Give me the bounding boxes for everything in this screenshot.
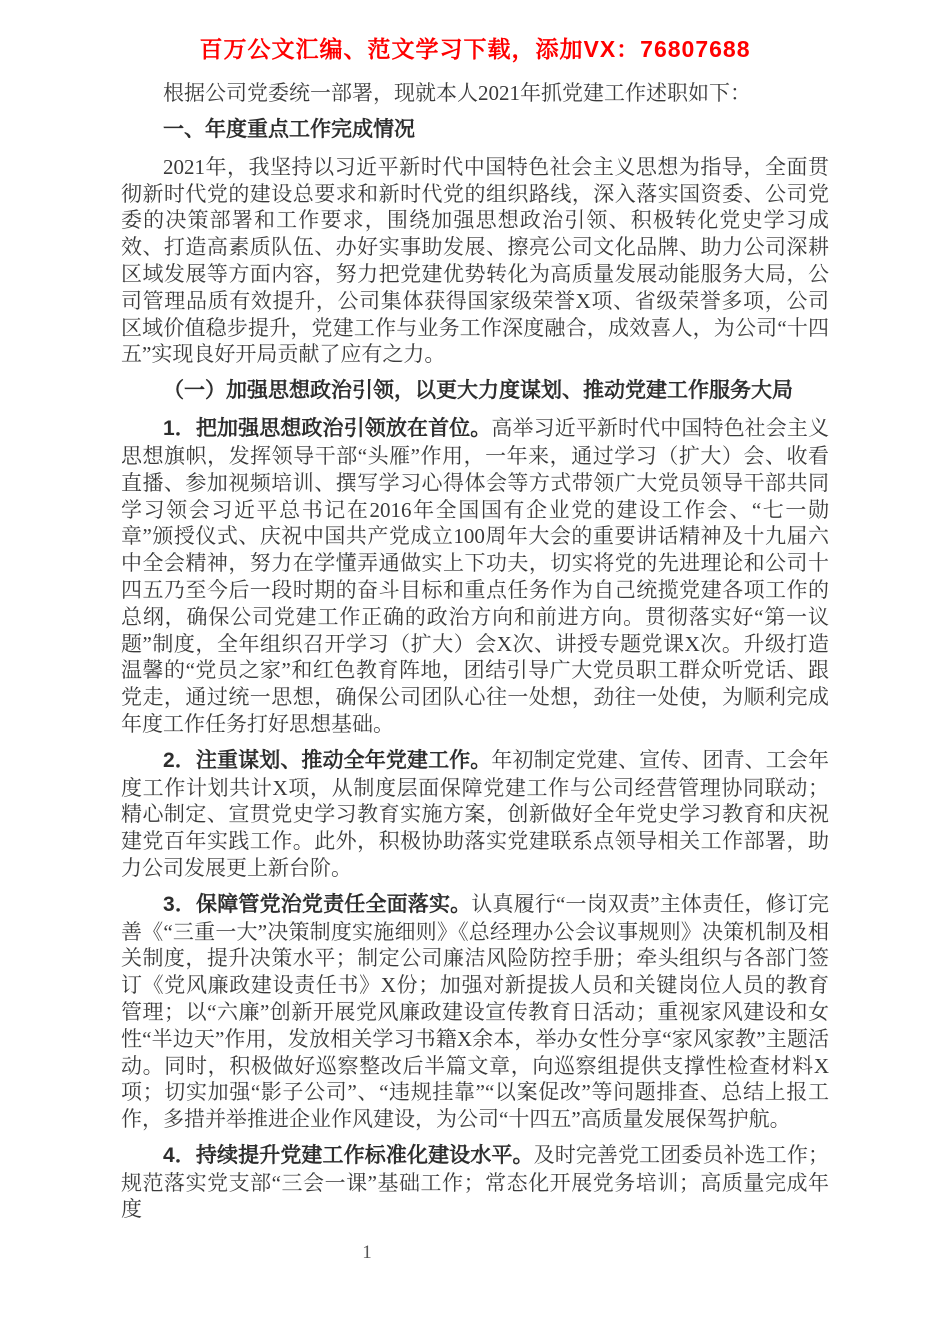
paragraph-1-lead: 1．把加强思想政治引领放在首位。 — [163, 417, 492, 441]
paragraph-4-lead: 4．持续提升党建工作标准化建设水平。 — [163, 1143, 534, 1167]
page-number: 1 — [362, 1242, 372, 1263]
paragraph-2-lead: 2．注重谋划、推动全年党建工作。 — [163, 748, 492, 772]
numbered-paragraph-2 — [121, 747, 829, 882]
numbered-paragraph-3 — [121, 891, 829, 1133]
paragraph-3-lead: 3．保障管党治党责任全面落实。 — [163, 892, 472, 916]
promo-banner: 百万公文汇编、范文学习下载，添加VX：76807688 — [199, 36, 751, 62]
section-heading-annual-key-work: 一、年度重点工作完成情况 — [163, 117, 415, 141]
document-body — [121, 34, 829, 1232]
overview-paragraph: 2021年，我坚持以习近平新时代中国特色社会主义思想为指导，全面贯彻新时代党的建设总要求和新时代党的组织路线，深入落实国资委、公司党委的决策部署和工作要求，围绕加强思想政治引领、积极转化党史学习成效、打造高素质队伍、办好实事助发展、擦亮公司文化品牌、助力公司深耕区域发展等方面内容，努力把党建优势转化为高质量发展动能服务大局，公司管理品质有效提升，公司集体获得国家级荣誉X项、省级荣誉多项，公司区域价值稳步提升，党建工作与业务工作深度融合，成效喜人，为公司“十四五”实现良好开局贡献了应有之力。 — [121, 154, 829, 367]
numbered-paragraph-1 — [121, 415, 829, 738]
intro-paragraph: 根据公司党委统一部署，现就本人2021年抓党建工作述职如下： — [163, 81, 751, 105]
numbered-paragraph-4 — [121, 1142, 829, 1223]
paragraph-2-text: 年初制定党建、宣传、团青、工会年度工作计划共计X项，从制度层面保障党建工作与公司经营管理协同联动；精心制定、宣贯党史学习教育实施方案，创新做好全年党史学习教育和庆祝建党百年实践工作。此外，积极协助落实党建联系点领导相关工作部署，助力公司发展更上新台阶。 — [121, 747, 829, 880]
paragraph-3-text: 认真履行“一岗双责”主体责任，修订完善《“三重一大”决策制度实施细则》《总经理办公会议事规则》决策机制及相关制度，提升决策水平；制定公司廉洁风险防控手册；牵头组织与各部门签订《党风廉政建设责任书》X份；加强对新提拔人员和关键岗位人员的教育管理；以“六廉”创新开展党风廉政建设宣传教育日活动；重视家风建设和女性“半边天”作用，发放相关学习书籍X余本，举办女性分享“家风家教”主题活动。同时，积极做好巡察整改后半篇文章，向巡察组提供支撑性检查材料X项；切实加强“影子公司”、“违规挂靠”“以案促改”等问题排查、总结上报工作，多措并举推进企业作风建设，为公司“十四五”高质量发展保驾护航。 — [121, 891, 829, 1132]
subsection-heading-political-guidance: （一）加强思想政治引领，以更大力度谋划、推动党建工作服务大局 — [163, 379, 793, 403]
paragraph-1-text: 高举习近平新时代中国特色社会主义思想旗帜，发挥领导干部“头雁”作用，一年来，通过学习（扩大）会、收看直播、参加视频培训、撰写学习心得体会等方式带领广大党员领导干部共同学习领会习近平总书记在2016年全国国有企业党的建设工作会、“七一勋章”颁授仪式、庆祝中国共产党成立100周年大会的重要讲话精神及十九届六中全会精神，努力在学懂弄通做实上下功夫，切实将党的先进理论和公司十四五乃至今后一段时期的奋斗目标和重点任务作为自己统揽党建各项工作的总纲，确保公司党建工作正确的政治方向和前进方向。贯彻落实好“第一议题”制度，全年组织召开学习（扩大）会X次、讲授专题党课X次。升级打造温馨的“党员之家”和红色教育阵地，团结引导广大党员职工群众听党话、跟党走，通过统一思想，确保公司团队心往一处想，劲往一处使，为顺利完成年度工作任务打好思想基础。 — [121, 416, 829, 736]
paragraph-4-text: 及时完善党工团委员补选工作；规范落实党支部“三会一课”基础工作；常态化开展党务培训；高质量完成年度 — [121, 1142, 829, 1222]
